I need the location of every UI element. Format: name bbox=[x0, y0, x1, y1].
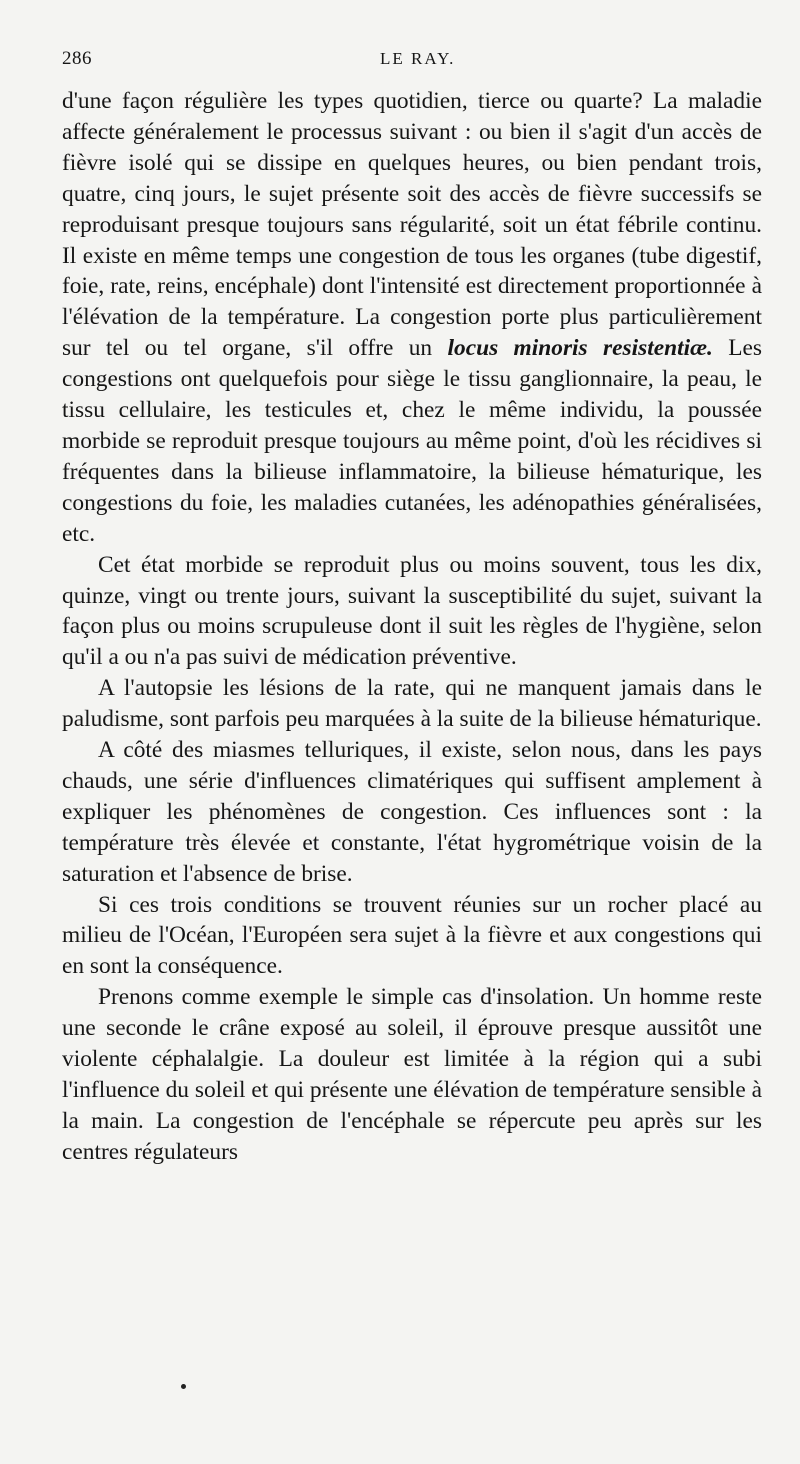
paragraph-text: d'une façon régulière les types quotidien, tierce ou quarte? La maladie affecte généralement le processus suivant : ou bien il s'agit d'un accès de fièvre isolé qui se dissipe en quelques heures, ou bien pendant trois, quatre, cinq jours, le sujet présente soit des accès de fièvre successifs se reproduisant presque toujours sans régularité, soit un état fébrile continu. Il existe en même temps une congestion de tous les organes (tube digestif, foie, rate, reins, encéphale) dont l'intensité est directement proportionnée à l'élévation de la température. La congestion porte plus particulièrement sur tel ou tel organe, s'il offre un bbox=[62, 88, 762, 362]
paragraph: A l'autopsie les lésions de la rate, qui ne manquent jamais dans le paludisme, sont parfois peu marquées à la suite de la bilieuse hématurique. bbox=[62, 675, 762, 733]
paragraph: Prenons comme exemple le simple cas d'insolation. Un homme reste une seconde le crâne exposé au soleil, il éprouve presque aussitôt une violente céphalalgie. La douleur est limitée à la région qui a subi l'influence du soleil et qui présente une élévation de température sensible à la main. La congestion de l'encéphale se répercute peu après sur les centres régulateurs bbox=[62, 984, 762, 1165]
latin-phrase: locus minoris resistentiæ. bbox=[447, 335, 713, 362]
page-header bbox=[62, 48, 762, 78]
ink-dot bbox=[181, 1384, 186, 1389]
paragraph: A côté des miasmes telluriques, il existe, selon nous, dans les pays chauds, une série d'influences climatériques qui suffisent amplement à expliquer les phénomènes de congestion. Ces influences sont : la température très élevée et constante, l'état hygrométrique voisin de la saturation et l'absence de brise. bbox=[62, 737, 762, 887]
paragraph: Cet état morbide se reproduit plus ou moins souvent, tous les dix, quinze, vingt ou trente jours, suivant la susceptibilité du sujet, suivant la façon plus ou moins scrupuleuse dont il suit les règles de l'hygiène, selon qu'il a ou n'a pas suivi de médication préventive. bbox=[62, 551, 762, 671]
body-text bbox=[62, 86, 762, 1168]
paragraph: Si ces trois conditions se trouvent réunies sur un rocher placé au milieu de l'Océan, l'Européen sera sujet à la fièvre et aux congestions qui en sont la conséquence. bbox=[62, 891, 762, 980]
paragraph-continuation bbox=[62, 86, 762, 550]
running-head: LE RAY. bbox=[380, 49, 456, 68]
page-number: 286 bbox=[62, 48, 92, 69]
paragraph-text: Les congestions ont quelquefois pour siège le tissu ganglionnaire, la peau, le tissu cellulaire, les testicules et, chez le même individu, la poussée morbide se reproduit presque toujours au même point, d'où les récidives si fréquentes dans la bilieuse inflammatoire, la bilieuse hématurique, les congestions du foie, les maladies cutanées, les adénopathies généralisées, etc. bbox=[62, 335, 763, 547]
